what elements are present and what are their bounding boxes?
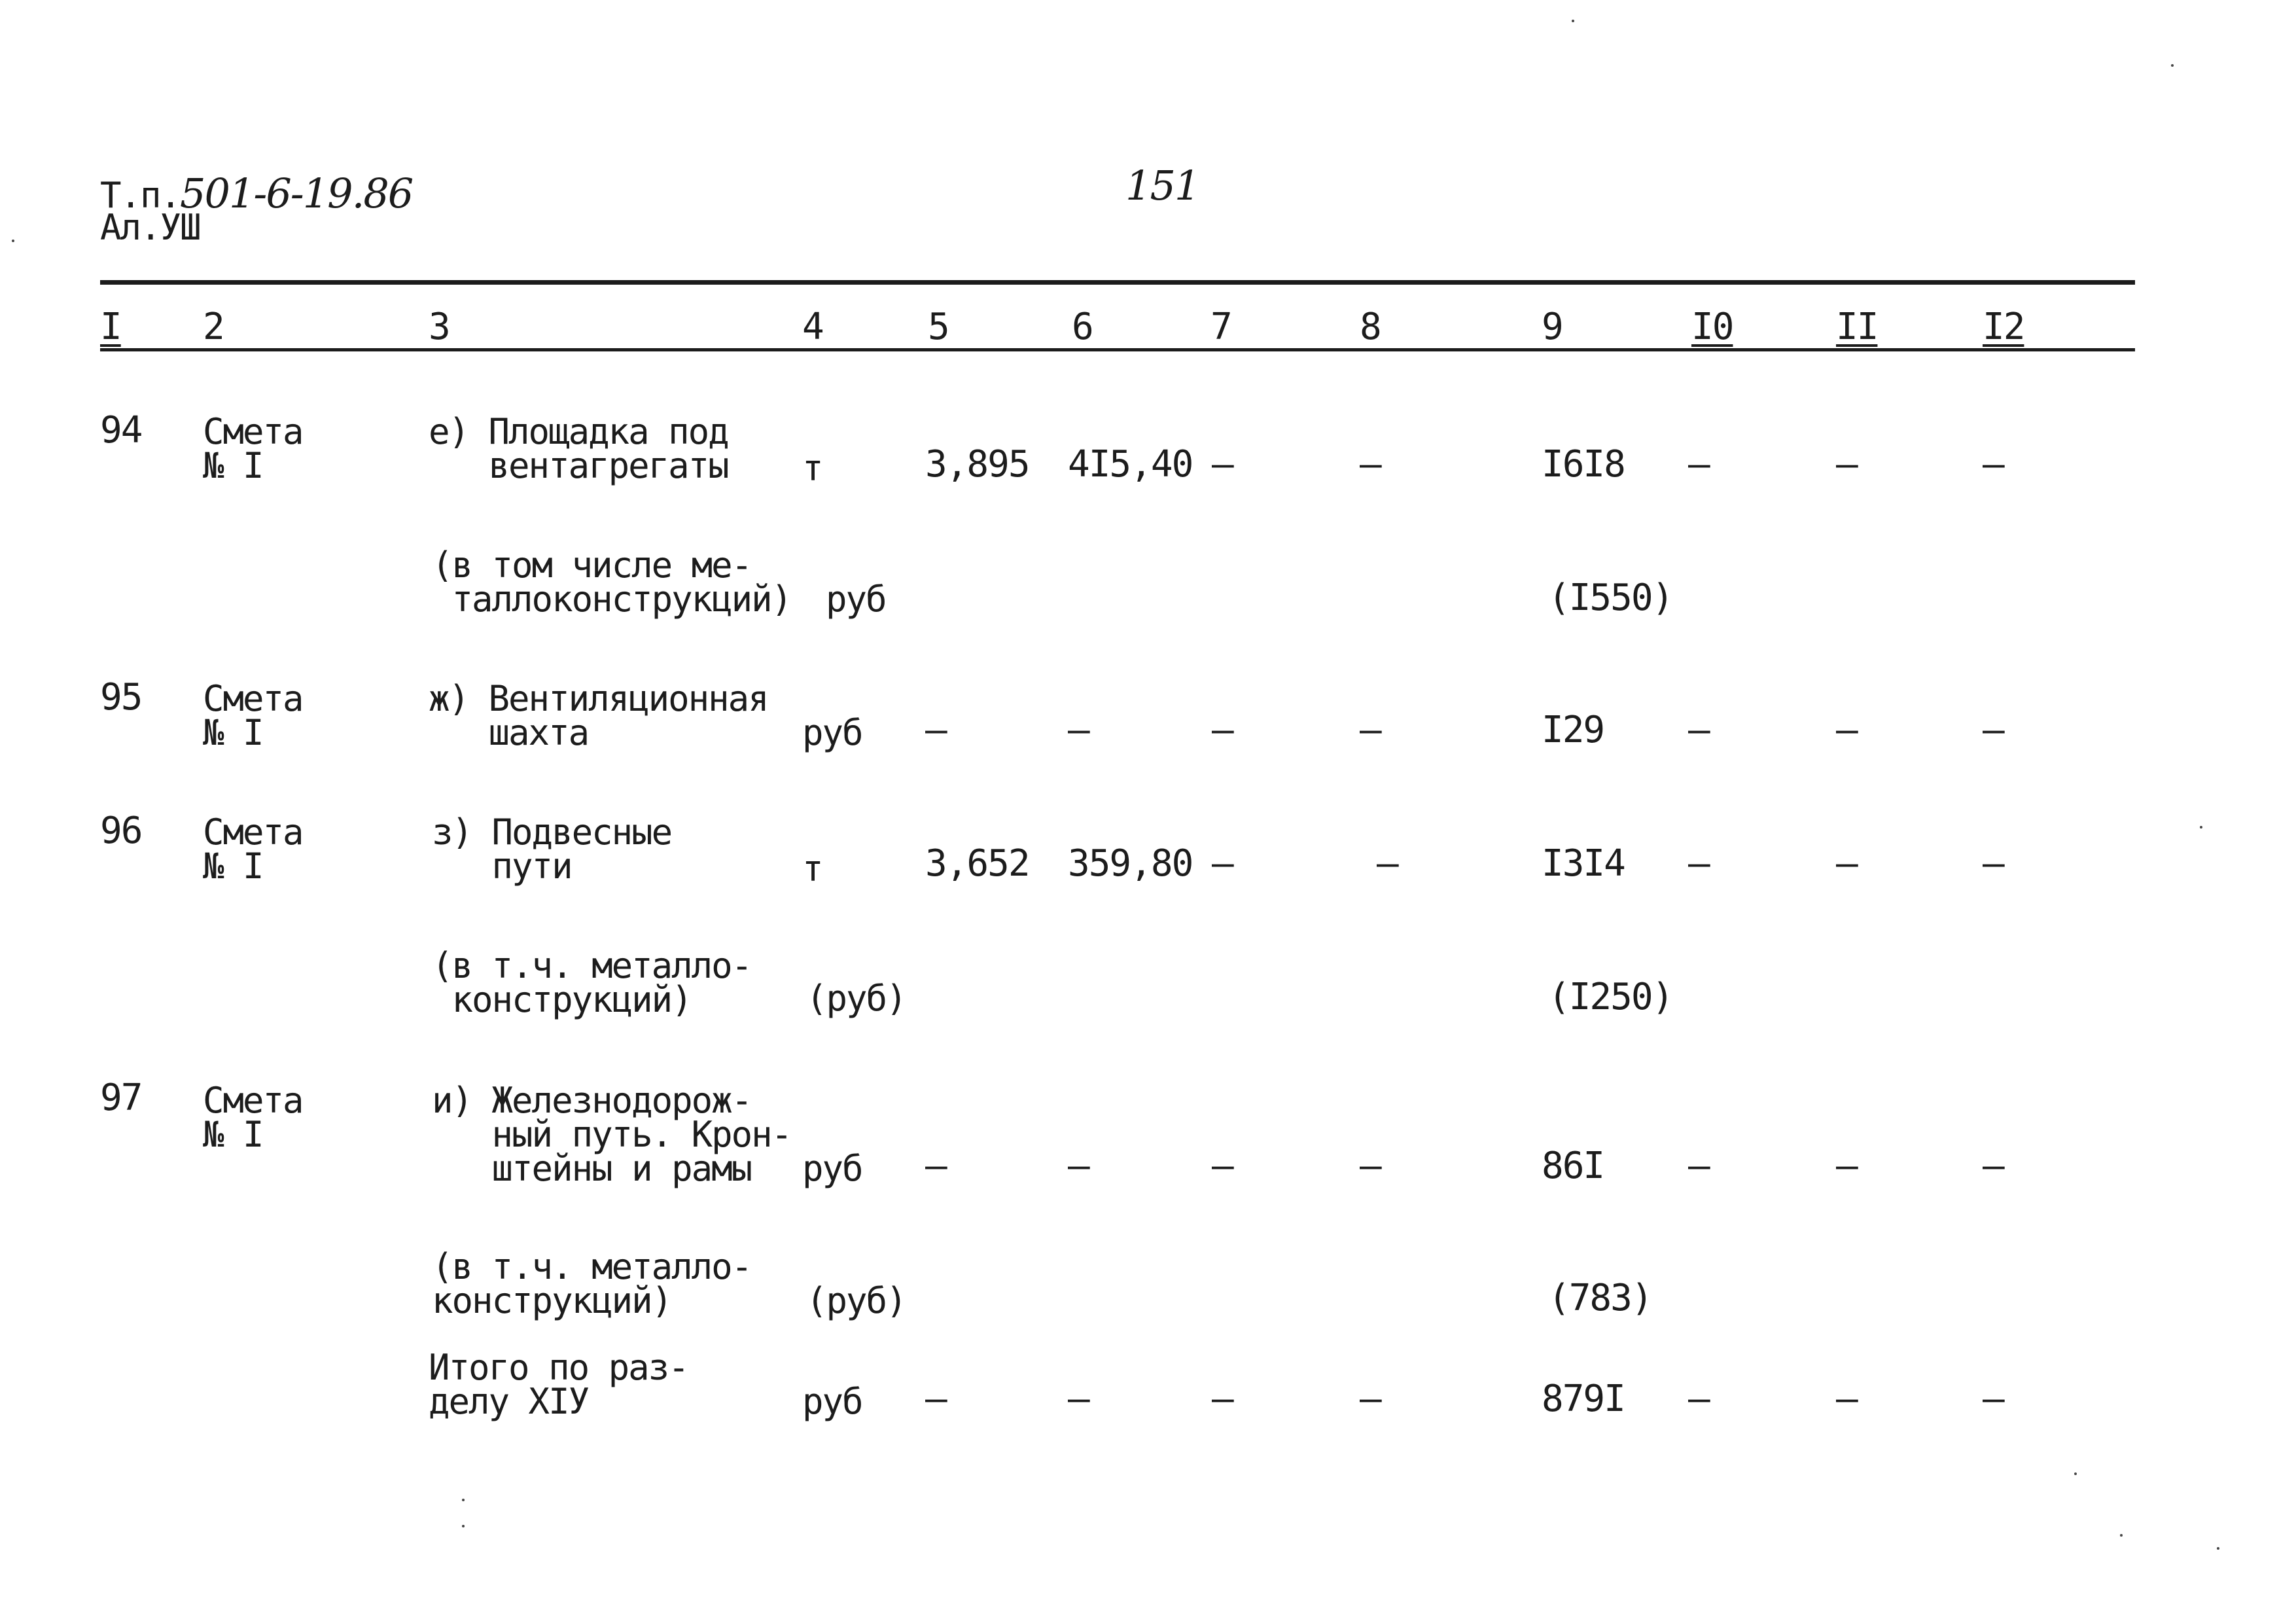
cell-col11: –	[1836, 443, 1857, 486]
scan-speck	[2120, 1534, 2123, 1537]
cell-col7: –	[1212, 842, 1233, 885]
unit-cell: т	[802, 848, 822, 889]
unit-cell: руб	[802, 712, 862, 753]
cell-col5: –	[925, 709, 946, 751]
cell-col6: –	[1068, 1145, 1089, 1187]
cell-col8: –	[1360, 443, 1381, 486]
cell-col7: –	[1212, 1145, 1233, 1187]
cell-col10: –	[1688, 709, 1709, 751]
item-name-line: (в т.ч. металло-	[432, 945, 752, 986]
cell-col6: 4I5,40	[1068, 443, 1193, 486]
column-header: I0	[1691, 306, 1733, 348]
cell-col7: –	[1212, 709, 1233, 751]
item-name-line: таллоконструкций)	[432, 579, 792, 620]
album-label: Ал.УШ	[100, 207, 200, 248]
cell-col12: –	[1983, 842, 2004, 885]
scan-speck	[462, 1499, 465, 1501]
scan-speck	[12, 240, 14, 242]
cell-col9: (I250)	[1548, 976, 1673, 1018]
column-header: 9	[1542, 306, 1563, 348]
cell-col10: –	[1688, 1378, 1709, 1420]
basis-line: № I	[203, 445, 263, 486]
cell-col9: (783)	[1548, 1277, 1652, 1319]
scan-speck	[2200, 826, 2202, 829]
unit-cell: т	[802, 448, 822, 489]
item-name-line: Итого по раз-	[429, 1347, 688, 1388]
cell-col7: –	[1212, 443, 1233, 486]
column-header: 3	[429, 306, 450, 348]
cell-col9: 86I	[1542, 1145, 1604, 1187]
column-header: 5	[928, 306, 949, 348]
basis-line: Смета	[203, 411, 303, 452]
basis-line: № I	[203, 846, 263, 887]
item-name-line: (в том числе ме-	[432, 544, 752, 586]
cell-col6: –	[1068, 709, 1089, 751]
cell-col7: –	[1212, 1378, 1233, 1420]
unit-cell: (руб)	[806, 1280, 906, 1321]
scan-speck	[462, 1525, 465, 1527]
unit-cell: руб	[802, 1381, 862, 1422]
row-number: 97	[100, 1077, 142, 1119]
row-number: 95	[100, 676, 142, 719]
column-header: I2	[1983, 306, 2024, 348]
row-number: 96	[100, 810, 142, 852]
item-name-line: делу XIУ	[429, 1381, 589, 1422]
cell-col11: –	[1836, 1145, 1857, 1187]
basis-line: № I	[203, 712, 263, 753]
scan-speck	[2171, 64, 2174, 67]
cell-col8: –	[1360, 1378, 1381, 1420]
cell-col12: –	[1983, 443, 2004, 486]
basis-line: Смета	[203, 1080, 303, 1121]
cell-col8: –	[1360, 1145, 1381, 1187]
table-top-rule	[100, 280, 2135, 285]
cell-col11: –	[1836, 842, 1857, 885]
cell-col12: –	[1983, 709, 2004, 751]
basis-line: Смета	[203, 812, 303, 853]
cell-col5: –	[925, 1378, 946, 1420]
cell-col11: –	[1836, 1378, 1857, 1420]
scan-speck	[1572, 20, 1574, 22]
item-name-line: ный путь. Крон-	[432, 1114, 792, 1155]
cell-col5: 3,652	[925, 842, 1029, 885]
unit-cell: руб	[826, 579, 886, 620]
cell-col10: –	[1688, 443, 1709, 486]
cell-col10: –	[1688, 1145, 1709, 1187]
cell-col9: I29	[1542, 709, 1604, 751]
table-header-rule	[100, 348, 2135, 351]
item-name-line: и) Железнодорож-	[432, 1080, 752, 1121]
cell-col9: (I550)	[1548, 577, 1673, 619]
scan-speck	[2074, 1472, 2077, 1475]
column-header: I	[100, 306, 121, 348]
item-name-line: конструкций)	[432, 1280, 672, 1321]
item-name-line: пути	[432, 846, 572, 887]
column-header: 2	[203, 306, 224, 348]
column-header: 8	[1360, 306, 1381, 348]
item-name-line: вентагрегаты	[429, 445, 728, 486]
cell-col9: I6I8	[1542, 443, 1625, 486]
cell-col6: –	[1068, 1378, 1089, 1420]
document-code-handwritten: 501-6-19.86	[180, 169, 413, 217]
cell-col10: –	[1688, 842, 1709, 885]
cell-col12: –	[1983, 1145, 2004, 1187]
column-header: II	[1836, 306, 1878, 348]
item-name-line: е) Площадка под	[429, 411, 728, 452]
basis-line: № I	[203, 1114, 263, 1155]
scan-speck	[2217, 1547, 2219, 1550]
item-name-line: з) Подвесные	[432, 812, 672, 853]
item-name-line: штейны и рамы	[432, 1148, 752, 1189]
cell-col9: 879I	[1542, 1378, 1625, 1420]
cell-col9: I3I4	[1542, 842, 1625, 885]
cell-col5: –	[925, 1145, 946, 1187]
document-code-prefix: Т.п.	[100, 175, 181, 216]
item-name-line: ж) Вентиляционная	[429, 678, 768, 719]
basis-line: Смета	[203, 678, 303, 719]
cell-col6: 359,80	[1068, 842, 1193, 885]
cell-col8: –	[1377, 842, 1398, 885]
cell-col5: 3,895	[925, 443, 1029, 486]
row-number: 94	[100, 409, 142, 452]
unit-cell: руб	[802, 1148, 862, 1189]
cell-col8: –	[1360, 709, 1381, 751]
item-name-line: (в т.ч. металло-	[432, 1246, 752, 1287]
column-header: 6	[1072, 306, 1093, 348]
page-number: 151	[1125, 162, 1199, 209]
item-name-line: шахта	[429, 712, 589, 753]
column-header: 7	[1210, 306, 1231, 348]
unit-cell: (руб)	[806, 978, 906, 1019]
cell-col11: –	[1836, 709, 1857, 751]
item-name-line: конструкций)	[432, 979, 692, 1020]
column-header: 4	[802, 306, 823, 348]
cell-col12: –	[1983, 1378, 2004, 1420]
